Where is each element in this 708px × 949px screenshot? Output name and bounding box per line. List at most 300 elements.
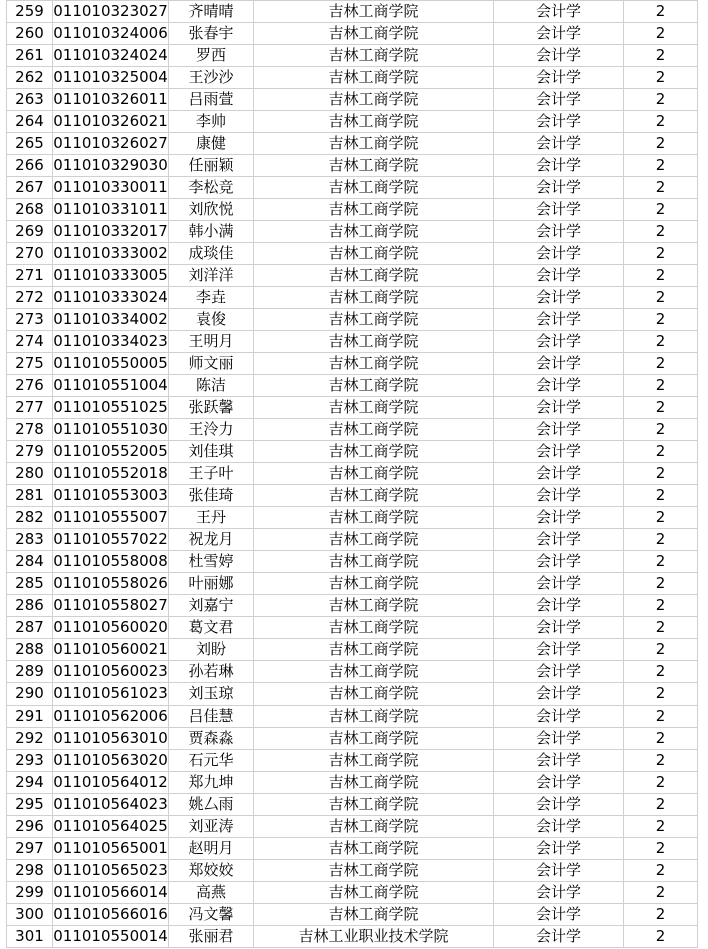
cell-major: 会计学 bbox=[494, 617, 624, 639]
table-row bbox=[7, 727, 698, 749]
cell-institution: 吉林工商学院 bbox=[254, 639, 494, 661]
cell-student-name: 刘亚涛 bbox=[169, 815, 254, 837]
cell-row-number: 301 bbox=[7, 925, 53, 947]
cell-institution: 吉林工商学院 bbox=[254, 397, 494, 419]
cell-admit-count: 2 bbox=[624, 287, 698, 309]
cell-row-number: 296 bbox=[7, 815, 53, 837]
cell-admit-count: 2 bbox=[624, 89, 698, 111]
cell-student-name: 罗西 bbox=[169, 45, 254, 67]
cell-student-name: 刘洋洋 bbox=[169, 265, 254, 287]
cell-row-number: 271 bbox=[7, 265, 53, 287]
cell-institution: 吉林工商学院 bbox=[254, 573, 494, 595]
cell-student-id: 011010560021 bbox=[53, 639, 169, 661]
cell-row-number: 276 bbox=[7, 375, 53, 397]
cell-student-id: 011010550005 bbox=[53, 353, 169, 375]
table-row bbox=[7, 837, 698, 859]
table-row bbox=[7, 463, 698, 485]
cell-student-name: 陈洁 bbox=[169, 375, 254, 397]
cell-student-name: 高燕 bbox=[169, 881, 254, 903]
cell-institution: 吉林工业职业技术学院 bbox=[254, 925, 494, 947]
cell-student-name: 葛文君 bbox=[169, 617, 254, 639]
table-row bbox=[7, 617, 698, 639]
cell-student-name: 李垚 bbox=[169, 287, 254, 309]
table-row bbox=[7, 595, 698, 617]
cell-admit-count: 2 bbox=[624, 573, 698, 595]
cell-student-name: 贾森淼 bbox=[169, 727, 254, 749]
cell-row-number: 291 bbox=[7, 705, 53, 727]
cell-major: 会计学 bbox=[494, 133, 624, 155]
cell-admit-count: 2 bbox=[624, 595, 698, 617]
cell-row-number: 274 bbox=[7, 331, 53, 353]
cell-institution: 吉林工商学院 bbox=[254, 463, 494, 485]
cell-institution: 吉林工商学院 bbox=[254, 353, 494, 375]
table-row bbox=[7, 903, 698, 925]
cell-student-name: 刘嘉宁 bbox=[169, 595, 254, 617]
cell-major: 会计学 bbox=[494, 67, 624, 89]
cell-admit-count: 2 bbox=[624, 749, 698, 771]
cell-student-name: 张春宇 bbox=[169, 23, 254, 45]
cell-major: 会计学 bbox=[494, 793, 624, 815]
table-row bbox=[7, 419, 698, 441]
cell-student-name: 叶丽娜 bbox=[169, 573, 254, 595]
cell-student-id: 011010563010 bbox=[53, 727, 169, 749]
cell-admit-count: 2 bbox=[624, 793, 698, 815]
cell-student-id: 011010334023 bbox=[53, 331, 169, 353]
table-row bbox=[7, 111, 698, 133]
table-row bbox=[7, 551, 698, 573]
cell-admit-count: 2 bbox=[624, 529, 698, 551]
table-row bbox=[7, 243, 698, 265]
cell-major: 会计学 bbox=[494, 661, 624, 683]
table-row bbox=[7, 133, 698, 155]
cell-admit-count: 2 bbox=[624, 1, 698, 23]
table-row bbox=[7, 375, 698, 397]
cell-row-number: 294 bbox=[7, 771, 53, 793]
cell-institution: 吉林工商学院 bbox=[254, 155, 494, 177]
cell-student-id: 011010325004 bbox=[53, 67, 169, 89]
cell-row-number: 289 bbox=[7, 661, 53, 683]
table-row bbox=[7, 683, 698, 705]
cell-institution: 吉林工商学院 bbox=[254, 177, 494, 199]
cell-student-id: 011010564025 bbox=[53, 815, 169, 837]
cell-admit-count: 2 bbox=[624, 221, 698, 243]
table-row bbox=[7, 639, 698, 661]
cell-admit-count: 2 bbox=[624, 111, 698, 133]
cell-row-number: 298 bbox=[7, 859, 53, 881]
cell-major: 会计学 bbox=[494, 221, 624, 243]
table-row bbox=[7, 221, 698, 243]
cell-row-number: 275 bbox=[7, 353, 53, 375]
cell-institution: 吉林工商学院 bbox=[254, 243, 494, 265]
cell-student-name: 刘欣悦 bbox=[169, 199, 254, 221]
cell-student-id: 011010560020 bbox=[53, 617, 169, 639]
table-row bbox=[7, 23, 698, 45]
cell-row-number: 300 bbox=[7, 903, 53, 925]
cell-row-number: 287 bbox=[7, 617, 53, 639]
cell-row-number: 267 bbox=[7, 177, 53, 199]
cell-student-id: 011010330011 bbox=[53, 177, 169, 199]
cell-admit-count: 2 bbox=[624, 441, 698, 463]
cell-major: 会计学 bbox=[494, 815, 624, 837]
cell-student-name: 王明月 bbox=[169, 331, 254, 353]
cell-institution: 吉林工商学院 bbox=[254, 837, 494, 859]
table-row bbox=[7, 859, 698, 881]
cell-student-id: 011010565023 bbox=[53, 859, 169, 881]
cell-row-number: 280 bbox=[7, 463, 53, 485]
cell-admit-count: 2 bbox=[624, 507, 698, 529]
cell-major: 会计学 bbox=[494, 199, 624, 221]
cell-student-id: 011010323027 bbox=[53, 1, 169, 23]
cell-institution: 吉林工商学院 bbox=[254, 815, 494, 837]
table-row bbox=[7, 793, 698, 815]
cell-admit-count: 2 bbox=[624, 243, 698, 265]
cell-row-number: 281 bbox=[7, 485, 53, 507]
cell-major: 会计学 bbox=[494, 463, 624, 485]
cell-student-name: 赵明月 bbox=[169, 837, 254, 859]
cell-row-number: 260 bbox=[7, 23, 53, 45]
cell-institution: 吉林工商学院 bbox=[254, 111, 494, 133]
cell-major: 会计学 bbox=[494, 353, 624, 375]
cell-institution: 吉林工商学院 bbox=[254, 441, 494, 463]
cell-institution: 吉林工商学院 bbox=[254, 881, 494, 903]
table-row bbox=[7, 397, 698, 419]
cell-row-number: 285 bbox=[7, 573, 53, 595]
cell-institution: 吉林工商学院 bbox=[254, 375, 494, 397]
cell-student-id: 011010564023 bbox=[53, 793, 169, 815]
cell-major: 会计学 bbox=[494, 573, 624, 595]
cell-student-id: 011010326021 bbox=[53, 111, 169, 133]
cell-student-name: 刘玉琼 bbox=[169, 683, 254, 705]
table-row bbox=[7, 177, 698, 199]
cell-institution: 吉林工商学院 bbox=[254, 551, 494, 573]
cell-row-number: 268 bbox=[7, 199, 53, 221]
cell-major: 会计学 bbox=[494, 903, 624, 925]
cell-admit-count: 2 bbox=[624, 705, 698, 727]
cell-institution: 吉林工商学院 bbox=[254, 749, 494, 771]
cell-institution: 吉林工商学院 bbox=[254, 507, 494, 529]
cell-row-number: 279 bbox=[7, 441, 53, 463]
cell-major: 会计学 bbox=[494, 23, 624, 45]
cell-student-id: 011010565001 bbox=[53, 837, 169, 859]
cell-admit-count: 2 bbox=[624, 397, 698, 419]
cell-admit-count: 2 bbox=[624, 881, 698, 903]
cell-student-id: 011010558027 bbox=[53, 595, 169, 617]
cell-student-id: 011010562006 bbox=[53, 705, 169, 727]
table-row bbox=[7, 529, 698, 551]
cell-major: 会计学 bbox=[494, 837, 624, 859]
cell-student-name: 姚厶雨 bbox=[169, 793, 254, 815]
cell-admit-count: 2 bbox=[624, 45, 698, 67]
table-row bbox=[7, 309, 698, 331]
cell-major: 会计学 bbox=[494, 331, 624, 353]
table-row bbox=[7, 925, 698, 947]
cell-major: 会计学 bbox=[494, 749, 624, 771]
table-body bbox=[7, 1, 698, 948]
cell-student-id: 011010324006 bbox=[53, 23, 169, 45]
cell-major: 会计学 bbox=[494, 397, 624, 419]
cell-student-id: 011010558026 bbox=[53, 573, 169, 595]
cell-major: 会计学 bbox=[494, 771, 624, 793]
table-row bbox=[7, 67, 698, 89]
cell-student-name: 冯文馨 bbox=[169, 903, 254, 925]
cell-admit-count: 2 bbox=[624, 661, 698, 683]
cell-row-number: 299 bbox=[7, 881, 53, 903]
table-row bbox=[7, 815, 698, 837]
cell-student-name: 张丽君 bbox=[169, 925, 254, 947]
cell-row-number: 273 bbox=[7, 309, 53, 331]
cell-student-name: 吕雨萱 bbox=[169, 89, 254, 111]
cell-student-id: 011010551030 bbox=[53, 419, 169, 441]
cell-admit-count: 2 bbox=[624, 771, 698, 793]
cell-student-id: 011010564012 bbox=[53, 771, 169, 793]
cell-student-name: 师文丽 bbox=[169, 353, 254, 375]
table-row bbox=[7, 89, 698, 111]
cell-student-id: 011010552005 bbox=[53, 441, 169, 463]
cell-institution: 吉林工商学院 bbox=[254, 89, 494, 111]
cell-major: 会计学 bbox=[494, 1, 624, 23]
cell-major: 会计学 bbox=[494, 111, 624, 133]
cell-institution: 吉林工商学院 bbox=[254, 859, 494, 881]
cell-institution: 吉林工商学院 bbox=[254, 419, 494, 441]
cell-student-id: 011010333005 bbox=[53, 265, 169, 287]
cell-student-name: 郑姣姣 bbox=[169, 859, 254, 881]
cell-student-name: 齐晴晴 bbox=[169, 1, 254, 23]
cell-admit-count: 2 bbox=[624, 683, 698, 705]
cell-major: 会计学 bbox=[494, 925, 624, 947]
cell-institution: 吉林工商学院 bbox=[254, 683, 494, 705]
cell-student-id: 011010326027 bbox=[53, 133, 169, 155]
table-row bbox=[7, 507, 698, 529]
cell-row-number: 265 bbox=[7, 133, 53, 155]
cell-student-id: 011010333002 bbox=[53, 243, 169, 265]
cell-student-name: 袁俊 bbox=[169, 309, 254, 331]
cell-student-name: 郑九坤 bbox=[169, 771, 254, 793]
table-row bbox=[7, 661, 698, 683]
table-row bbox=[7, 705, 698, 727]
cell-major: 会计学 bbox=[494, 705, 624, 727]
cell-student-name: 成琰佳 bbox=[169, 243, 254, 265]
cell-major: 会计学 bbox=[494, 859, 624, 881]
cell-major: 会计学 bbox=[494, 529, 624, 551]
cell-student-name: 刘盼 bbox=[169, 639, 254, 661]
student-roster-table bbox=[6, 0, 698, 948]
cell-admit-count: 2 bbox=[624, 727, 698, 749]
cell-admit-count: 2 bbox=[624, 67, 698, 89]
cell-major: 会计学 bbox=[494, 89, 624, 111]
cell-student-id: 011010551004 bbox=[53, 375, 169, 397]
cell-student-name: 康健 bbox=[169, 133, 254, 155]
cell-student-name: 李帅 bbox=[169, 111, 254, 133]
cell-student-id: 011010334002 bbox=[53, 309, 169, 331]
table-row bbox=[7, 881, 698, 903]
cell-student-id: 011010555007 bbox=[53, 507, 169, 529]
cell-major: 会计学 bbox=[494, 441, 624, 463]
cell-institution: 吉林工商学院 bbox=[254, 661, 494, 683]
cell-student-id: 011010326011 bbox=[53, 89, 169, 111]
cell-major: 会计学 bbox=[494, 309, 624, 331]
cell-student-id: 011010558008 bbox=[53, 551, 169, 573]
cell-admit-count: 2 bbox=[624, 617, 698, 639]
cell-student-id: 011010560023 bbox=[53, 661, 169, 683]
cell-student-id: 011010331011 bbox=[53, 199, 169, 221]
table-row bbox=[7, 155, 698, 177]
cell-institution: 吉林工商学院 bbox=[254, 265, 494, 287]
cell-student-id: 011010329030 bbox=[53, 155, 169, 177]
cell-major: 会计学 bbox=[494, 551, 624, 573]
cell-student-name: 韩小满 bbox=[169, 221, 254, 243]
cell-admit-count: 2 bbox=[624, 485, 698, 507]
table-row bbox=[7, 199, 698, 221]
cell-institution: 吉林工商学院 bbox=[254, 617, 494, 639]
cell-admit-count: 2 bbox=[624, 177, 698, 199]
cell-major: 会计学 bbox=[494, 265, 624, 287]
cell-admit-count: 2 bbox=[624, 331, 698, 353]
table-row bbox=[7, 749, 698, 771]
cell-student-name: 张跃馨 bbox=[169, 397, 254, 419]
cell-major: 会计学 bbox=[494, 639, 624, 661]
cell-student-id: 011010563020 bbox=[53, 749, 169, 771]
cell-row-number: 264 bbox=[7, 111, 53, 133]
table-row bbox=[7, 265, 698, 287]
cell-major: 会计学 bbox=[494, 45, 624, 67]
cell-admit-count: 2 bbox=[624, 815, 698, 837]
cell-row-number: 293 bbox=[7, 749, 53, 771]
cell-row-number: 270 bbox=[7, 243, 53, 265]
cell-row-number: 269 bbox=[7, 221, 53, 243]
cell-major: 会计学 bbox=[494, 243, 624, 265]
cell-student-id: 011010561023 bbox=[53, 683, 169, 705]
cell-institution: 吉林工商学院 bbox=[254, 793, 494, 815]
table-row bbox=[7, 771, 698, 793]
cell-student-name: 石元华 bbox=[169, 749, 254, 771]
cell-row-number: 277 bbox=[7, 397, 53, 419]
cell-row-number: 261 bbox=[7, 45, 53, 67]
cell-row-number: 284 bbox=[7, 551, 53, 573]
table-row bbox=[7, 287, 698, 309]
cell-admit-count: 2 bbox=[624, 925, 698, 947]
cell-institution: 吉林工商学院 bbox=[254, 485, 494, 507]
cell-student-name: 吕佳慧 bbox=[169, 705, 254, 727]
cell-admit-count: 2 bbox=[624, 23, 698, 45]
cell-admit-count: 2 bbox=[624, 353, 698, 375]
cell-admit-count: 2 bbox=[624, 419, 698, 441]
table-row bbox=[7, 353, 698, 375]
cell-major: 会计学 bbox=[494, 595, 624, 617]
cell-institution: 吉林工商学院 bbox=[254, 903, 494, 925]
cell-row-number: 295 bbox=[7, 793, 53, 815]
cell-row-number: 286 bbox=[7, 595, 53, 617]
cell-student-id: 011010566014 bbox=[53, 881, 169, 903]
table-row bbox=[7, 331, 698, 353]
cell-row-number: 262 bbox=[7, 67, 53, 89]
cell-student-id: 011010550014 bbox=[53, 925, 169, 947]
table-row bbox=[7, 441, 698, 463]
cell-major: 会计学 bbox=[494, 485, 624, 507]
cell-institution: 吉林工商学院 bbox=[254, 595, 494, 617]
cell-student-name: 任丽颖 bbox=[169, 155, 254, 177]
cell-institution: 吉林工商学院 bbox=[254, 45, 494, 67]
cell-row-number: 259 bbox=[7, 1, 53, 23]
cell-student-id: 011010566016 bbox=[53, 903, 169, 925]
cell-admit-count: 2 bbox=[624, 265, 698, 287]
cell-row-number: 282 bbox=[7, 507, 53, 529]
cell-row-number: 272 bbox=[7, 287, 53, 309]
cell-institution: 吉林工商学院 bbox=[254, 309, 494, 331]
cell-institution: 吉林工商学院 bbox=[254, 199, 494, 221]
cell-row-number: 297 bbox=[7, 837, 53, 859]
cell-admit-count: 2 bbox=[624, 155, 698, 177]
cell-institution: 吉林工商学院 bbox=[254, 705, 494, 727]
cell-student-name: 祝龙月 bbox=[169, 529, 254, 551]
cell-student-id: 011010552018 bbox=[53, 463, 169, 485]
cell-major: 会计学 bbox=[494, 287, 624, 309]
cell-admit-count: 2 bbox=[624, 133, 698, 155]
cell-row-number: 290 bbox=[7, 683, 53, 705]
cell-row-number: 283 bbox=[7, 529, 53, 551]
cell-student-id: 011010332017 bbox=[53, 221, 169, 243]
cell-major: 会计学 bbox=[494, 375, 624, 397]
cell-major: 会计学 bbox=[494, 155, 624, 177]
cell-student-name: 张佳琦 bbox=[169, 485, 254, 507]
cell-student-name: 刘佳琪 bbox=[169, 441, 254, 463]
cell-row-number: 288 bbox=[7, 639, 53, 661]
cell-major: 会计学 bbox=[494, 727, 624, 749]
cell-institution: 吉林工商学院 bbox=[254, 529, 494, 551]
cell-admit-count: 2 bbox=[624, 639, 698, 661]
cell-admit-count: 2 bbox=[624, 375, 698, 397]
cell-student-id: 011010333024 bbox=[53, 287, 169, 309]
table-row bbox=[7, 573, 698, 595]
table-row bbox=[7, 45, 698, 67]
cell-institution: 吉林工商学院 bbox=[254, 331, 494, 353]
cell-major: 会计学 bbox=[494, 683, 624, 705]
cell-admit-count: 2 bbox=[624, 859, 698, 881]
cell-major: 会计学 bbox=[494, 419, 624, 441]
cell-admit-count: 2 bbox=[624, 837, 698, 859]
cell-student-id: 011010553003 bbox=[53, 485, 169, 507]
cell-institution: 吉林工商学院 bbox=[254, 727, 494, 749]
table-row bbox=[7, 1, 698, 23]
cell-student-name: 王丹 bbox=[169, 507, 254, 529]
cell-row-number: 263 bbox=[7, 89, 53, 111]
cell-institution: 吉林工商学院 bbox=[254, 287, 494, 309]
cell-institution: 吉林工商学院 bbox=[254, 133, 494, 155]
cell-student-name: 杜雪婷 bbox=[169, 551, 254, 573]
cell-major: 会计学 bbox=[494, 881, 624, 903]
cell-institution: 吉林工商学院 bbox=[254, 67, 494, 89]
cell-student-id: 011010551025 bbox=[53, 397, 169, 419]
cell-row-number: 266 bbox=[7, 155, 53, 177]
cell-institution: 吉林工商学院 bbox=[254, 221, 494, 243]
table-row bbox=[7, 485, 698, 507]
cell-student-id: 011010324024 bbox=[53, 45, 169, 67]
cell-admit-count: 2 bbox=[624, 309, 698, 331]
cell-major: 会计学 bbox=[494, 177, 624, 199]
cell-row-number: 278 bbox=[7, 419, 53, 441]
cell-major: 会计学 bbox=[494, 507, 624, 529]
cell-student-name: 王沙沙 bbox=[169, 67, 254, 89]
cell-admit-count: 2 bbox=[624, 199, 698, 221]
cell-student-name: 孙若琳 bbox=[169, 661, 254, 683]
cell-institution: 吉林工商学院 bbox=[254, 23, 494, 45]
cell-row-number: 292 bbox=[7, 727, 53, 749]
cell-student-id: 011010557022 bbox=[53, 529, 169, 551]
cell-admit-count: 2 bbox=[624, 551, 698, 573]
cell-admit-count: 2 bbox=[624, 463, 698, 485]
cell-student-name: 李松竞 bbox=[169, 177, 254, 199]
cell-admit-count: 2 bbox=[624, 903, 698, 925]
cell-student-name: 王子叶 bbox=[169, 463, 254, 485]
